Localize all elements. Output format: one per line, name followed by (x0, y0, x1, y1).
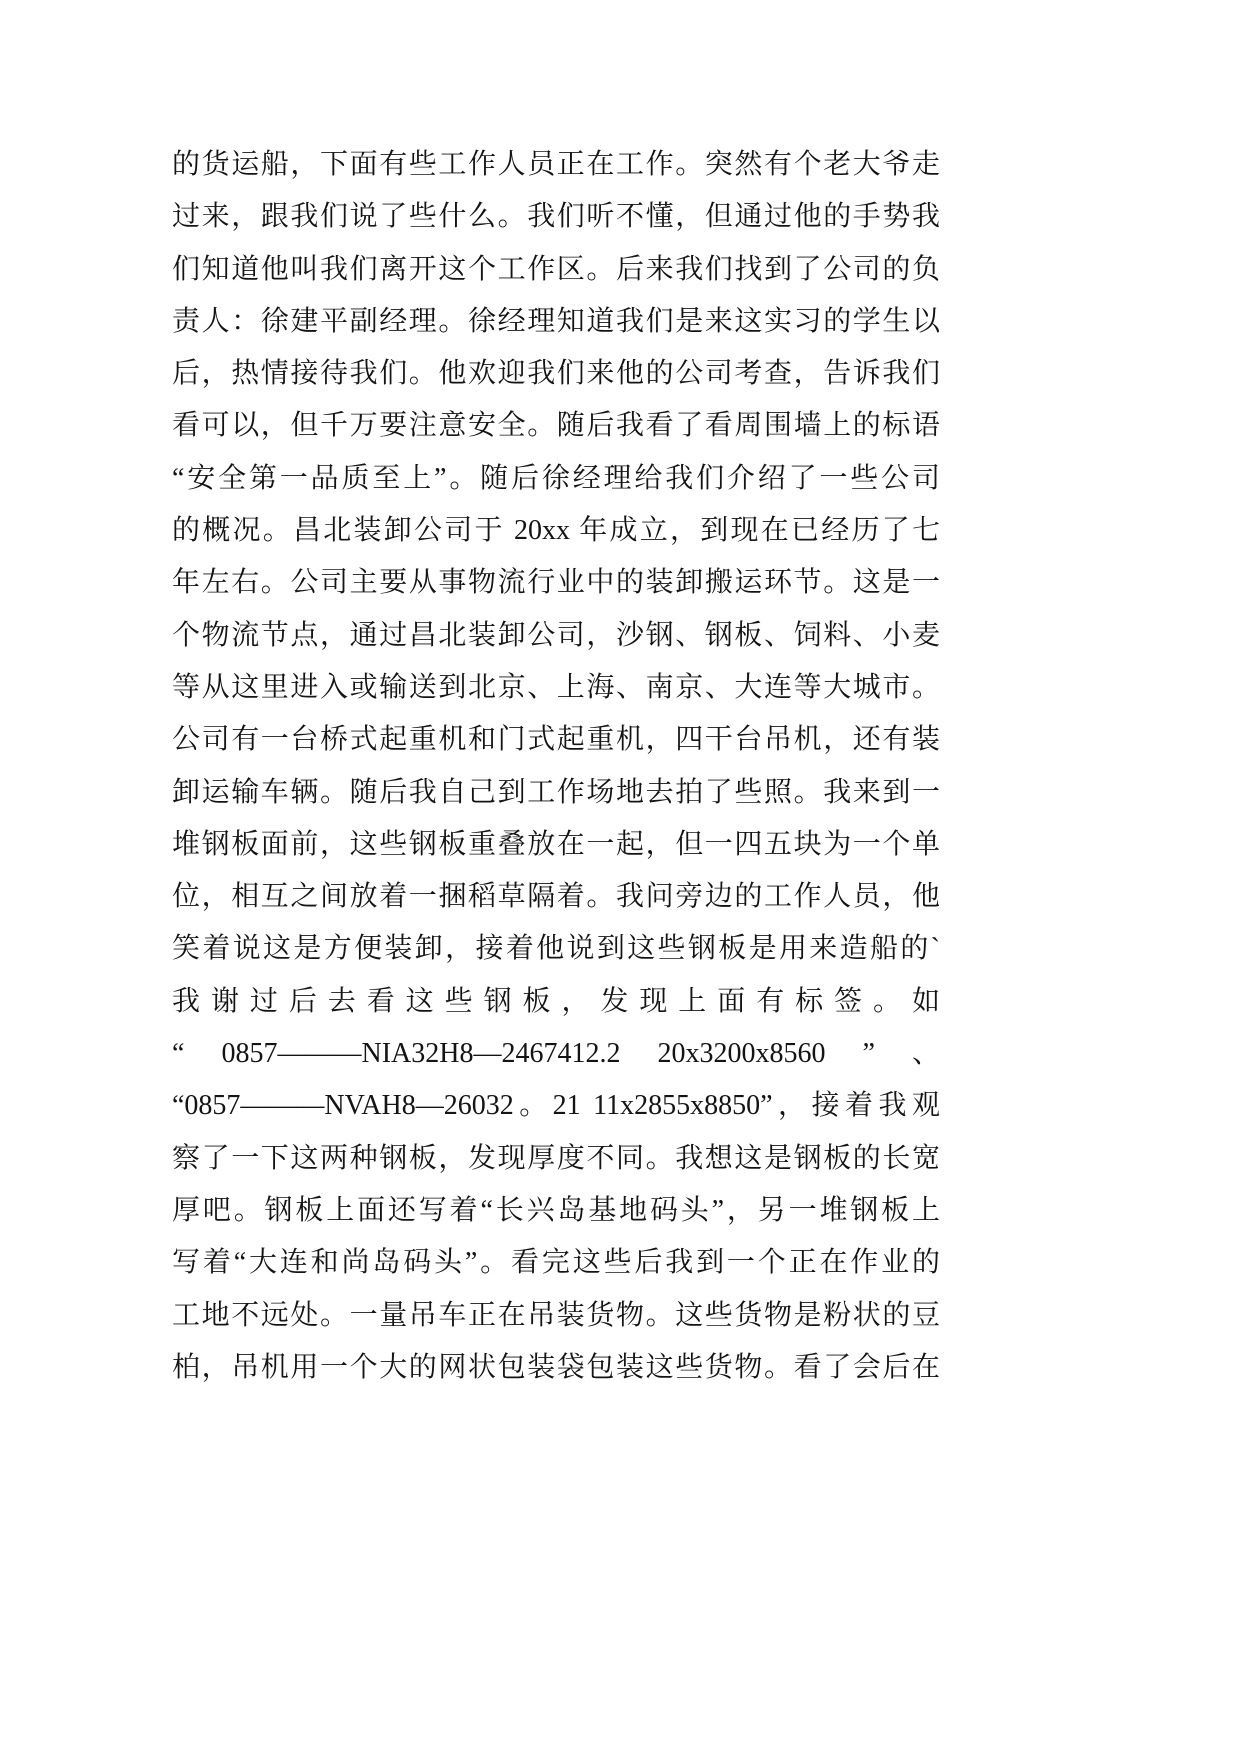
text-line: 笑着说这是方便装卸，接着他说到这些钢板是用来造船的` (172, 933, 940, 965)
text-line: 卸运输车辆。随后我自己到工作场地去拍了些照。我来到一 (172, 776, 940, 808)
text-line: 后，热情接待我们。他欢迎我们来他的公司考查，告诉我们 (172, 358, 940, 390)
text-line: 过来，跟我们说了些什么。我们听不懂，但通过他的手势我 (172, 201, 940, 233)
text-line: 我谢过后去看这些钢板，发现上面有标签。如 (172, 985, 940, 1017)
text-line: 年左右。公司主要从事物流行业中的装卸搬运环节。这是一 (172, 567, 940, 599)
text-line: 的货运船，下面有些工作人员正在工作。突然有个老大爷走 (172, 149, 940, 180)
text-line: 个物流节点，通过昌北装卸公司，沙钢、钢板、饲料、小麦 (172, 619, 940, 651)
text-line: 堆钢板面前，这些钢板重叠放在一起，但一四五块为一个单 (172, 828, 940, 860)
text-line: 工地不远处。一量吊车正在吊装货物。这些货物是粉状的豆 (172, 1299, 940, 1331)
text-line: “ 0857———NIA32H8—2467412.2 20x3200x8560 ” 、 (172, 1038, 940, 1070)
text-line: 的概况。昌北装卸公司于 20xx 年成立，到现在已经历了七 (172, 515, 940, 547)
text-line: 看可以，但千万要注意安全。随后我看了看周围墙上的标语 (172, 410, 940, 442)
text-line: 厚吧。钢板上面还写着“长兴岛基地码头”，另一堆钢板上 (172, 1194, 940, 1226)
text-line: 位，相互之间放着一捆稻草隔着。我问旁边的工作人员，他 (172, 881, 940, 913)
text-line: 们知道他叫我们离开这个工作区。后来我们找到了公司的负 (172, 253, 940, 285)
text-line: “0857———NVAH8—26032。21 11x2855x8850”，接着我观 (172, 1090, 940, 1122)
text-line: 写着“大连和尚岛码头”。看完这些后我到一个正在作业的 (172, 1247, 940, 1279)
text-line: “安全第一品质至上”。随后徐经理给我们介绍了一些公司 (172, 462, 940, 494)
text-line: 公司有一台桥式起重机和门式起重机，四干台吊机，还有装 (172, 724, 940, 756)
text-line: 责人：徐建平副经理。徐经理知道我们是来这实习的学生以 (172, 305, 940, 337)
body-text (172, 139, 940, 1394)
text-line: 柏，吊机用一个大的网状包装袋包装这些货物。看了会后在 (172, 1351, 940, 1383)
text-line: 察了一下这两种钢板，发现厚度不同。我想这是钢板的长宽 (172, 1142, 940, 1174)
text-line: 等从这里进入或输送到北京、上海、南京、大连等大城市。 (172, 671, 940, 703)
